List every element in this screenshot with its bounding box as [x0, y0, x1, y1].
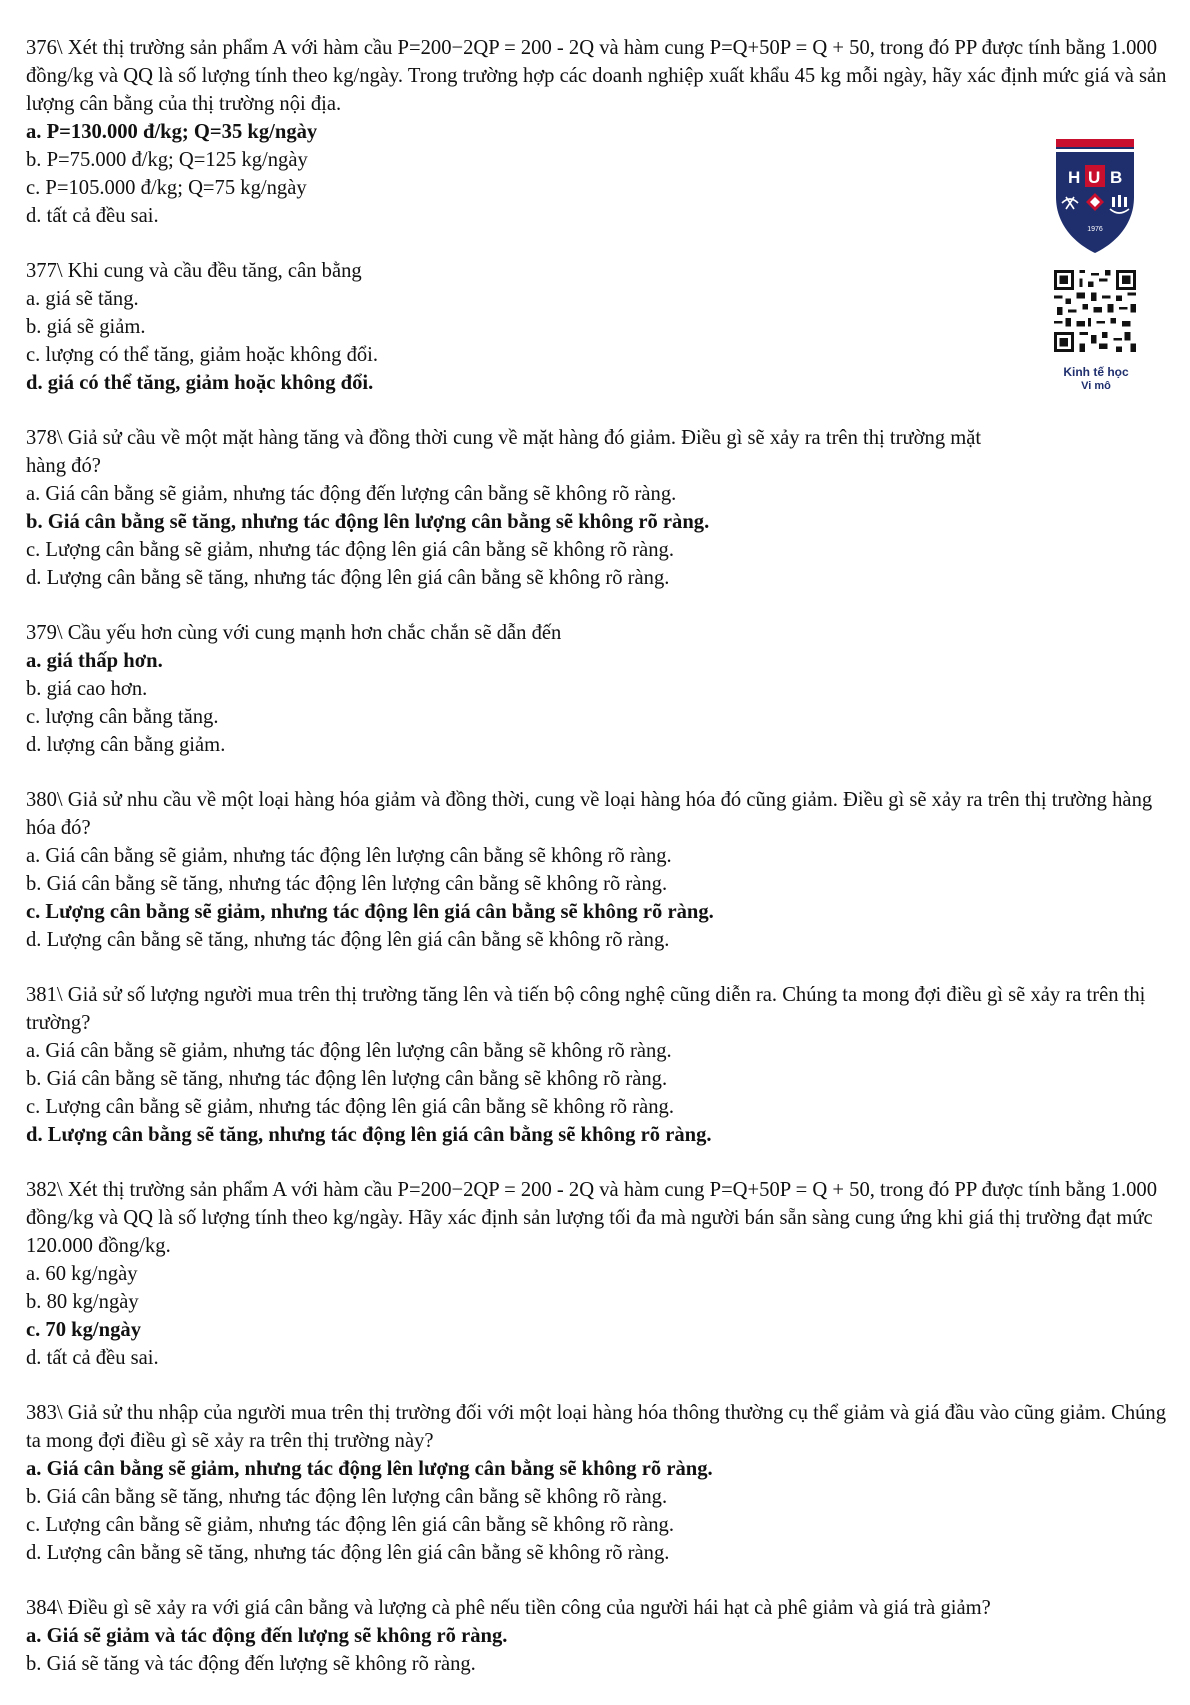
option-a: a. Giá sẽ giảm và tác động đến lượng sẽ không rõ ràng. [26, 1625, 508, 1647]
question-stem: 381\ Giả sử số lượng người mua trên thị trường tăng lên và tiến bộ công nghệ cũng diễn ra. Chúng ta mong đợi điều gì sẽ xảy ra trên thị trường? [26, 984, 1146, 1034]
option-a: a. Giá cân bằng sẽ giảm, nhưng tác động đến lượng cân bằng sẽ không rõ ràng. [26, 483, 677, 505]
document-page [26, 34, 1176, 1705]
option-c: c. P=105.000 đ/kg; Q=75 kg/ngày [26, 177, 307, 199]
option-a: a. Giá cân bằng sẽ giảm, nhưng tác động lên lượng cân bằng sẽ không rõ ràng. [26, 845, 672, 867]
option-d: d. tất cả đều sai. [26, 1347, 159, 1369]
option-d: d. Lượng cân bằng sẽ tăng, nhưng tác động lên giá cân bằng sẽ không rõ ràng. [26, 567, 670, 589]
option-c: c. lượng có thể tăng, giảm hoặc không đổi. [26, 344, 379, 366]
option-c: c. lượng cân bằng tăng. [26, 706, 219, 728]
option-a: a. Giá cân bằng sẽ giảm, nhưng tác động lên lượng cân bằng sẽ không rõ ràng. [26, 1458, 713, 1480]
option-c: c. Lượng cân bằng sẽ giảm, nhưng tác động lên giá cân bằng sẽ không rõ ràng. [26, 901, 714, 923]
question-383 [26, 1399, 1176, 1567]
option-b: b. Giá cân bằng sẽ tăng, nhưng tác động lên lượng cân bằng sẽ không rõ ràng. [26, 1486, 668, 1508]
question-stem: 377\ Khi cung và cầu đều tăng, cân bằng [26, 260, 362, 282]
option-b: b. Giá cân bằng sẽ tăng, nhưng tác động lên lượng cân bằng sẽ không rõ ràng. [26, 873, 668, 895]
hub-logo-icon [1052, 135, 1138, 255]
option-d: d. Lượng cân bằng sẽ tăng, nhưng tác động lên giá cân bằng sẽ không rõ ràng. [26, 929, 670, 951]
option-a: a. giá sẽ tăng. [26, 288, 139, 310]
option-a: a. Giá cân bằng sẽ giảm, nhưng tác động lên lượng cân bằng sẽ không rõ ràng. [26, 1040, 672, 1062]
option-c: c. Lượng cân bằng sẽ giảm, nhưng tác động lên giá cân bằng sẽ không rõ ràng. [26, 539, 674, 561]
logo-letter-u: U [1088, 168, 1101, 187]
option-b: b. Giá cân bằng sẽ tăng, nhưng tác động lên lượng cân bằng sẽ không rõ ràng. [26, 511, 710, 533]
question-stem: 382\ Xét thị trường sản phẩm A với hàm cầu P=200−2QP = 200 - 2Q và hàm cung P=Q+50P = Q + 50, trong đó PP được tính bằng 1.000 đồng/kg và QQ là số lượng tính theo kg/ngày. Hãy xác định sản lượng tối đa mà người bán sẵn sàng cung ứng khi giá thị trường đạt mức 120.000 đồng/kg. [26, 1179, 1158, 1257]
question-stem: 380\ Giả sử nhu cầu về một loại hàng hóa giảm và đồng thời, cung về loại hàng hóa đó cũng giảm. Điều gì sẽ xảy ra trên thị trường hàng hóa đó? [26, 789, 1153, 839]
option-b: b. giá cao hơn. [26, 678, 148, 700]
option-b: b. giá sẽ giảm. [26, 316, 146, 338]
logo-year: 1976 [1087, 226, 1103, 233]
option-d: d. lượng cân bằng giảm. [26, 734, 226, 756]
option-a: a. giá thấp hơn. [26, 650, 163, 672]
question-376 [26, 34, 1176, 230]
question-stem: 383\ Giả sử thu nhập của người mua trên thị trường đối với một loại hàng hóa thông thường cụ thể giảm và giá đầu vào cũng giảm. Chúng ta mong đợi điều gì sẽ xảy ra trên thị trường này? [26, 1402, 1167, 1452]
question-384 [26, 1594, 1176, 1678]
option-b: b. P=75.000 đ/kg; Q=125 kg/ngày [26, 149, 308, 171]
badge-title: Kinh tế học [1063, 365, 1129, 379]
option-c: c. Lượng cân bằng sẽ giảm, nhưng tác động lên giá cân bằng sẽ không rõ ràng. [26, 1096, 674, 1118]
question-378 [26, 424, 1176, 592]
question-379 [26, 619, 1176, 759]
option-a: a. 60 kg/ngày [26, 1263, 138, 1285]
option-b: b. 80 kg/ngày [26, 1291, 139, 1313]
question-stem: 384\ Điều gì sẽ xảy ra với giá cân bằng và lượng cà phê nếu tiền công của người hái hạt cà phê giảm và giá trà giảm? [26, 1597, 991, 1619]
option-b: b. Giá cân bằng sẽ tăng, nhưng tác động lên lượng cân bằng sẽ không rõ ràng. [26, 1068, 668, 1090]
question-381 [26, 981, 1176, 1149]
option-d: d. giá có thể tăng, giảm hoặc không đổi. [26, 372, 374, 394]
question-stem: 378\ Giả sử cầu về một mặt hàng tăng và đồng thời cung về mặt hàng đó giảm. Điều gì sẽ xảy ra trên thị trường mặt hàng đó? [26, 427, 982, 477]
qr-code-icon [1054, 270, 1136, 352]
option-d: d. Lượng cân bằng sẽ tăng, nhưng tác động lên giá cân bằng sẽ không rõ ràng. [26, 1542, 670, 1564]
option-a: a. P=130.000 đ/kg; Q=35 kg/ngày [26, 121, 318, 143]
question-380 [26, 786, 1176, 954]
question-377 [26, 257, 1176, 397]
option-d: d. tất cả đều sai. [26, 205, 159, 227]
option-c: c. 70 kg/ngày [26, 1319, 141, 1341]
logo-letter-b: B [1110, 168, 1123, 187]
question-stem: 379\ Cầu yếu hơn cùng với cung mạnh hơn chắc chắn sẽ dẫn đến [26, 622, 562, 644]
course-badge [1040, 135, 1160, 405]
badge-subtitle: Vi mô [1081, 380, 1111, 392]
question-stem: 376\ Xét thị trường sản phẩm A với hàm cầu P=200−2QP = 200 - 2Q và hàm cung P=Q+50P = Q + 50, trong đó PP được tính bằng 1.000 đồng/kg và QQ là số lượng tính theo kg/ngày. Trong trường hợp các doanh nghiệp xuất khẩu 45 kg mỗi ngày, hãy xác định mức giá và sản lượng cân bằng của thị trường nội địa. [26, 37, 1167, 115]
option-d: d. Lượng cân bằng sẽ tăng, nhưng tác động lên giá cân bằng sẽ không rõ ràng. [26, 1124, 712, 1146]
option-b: b. Giá sẽ tăng và tác động đến lượng sẽ không rõ ràng. [26, 1653, 476, 1675]
logo-letter-h: H [1068, 168, 1081, 187]
question-382 [26, 1176, 1176, 1372]
option-c: c. Lượng cân bằng sẽ giảm, nhưng tác động lên giá cân bằng sẽ không rõ ràng. [26, 1514, 674, 1536]
